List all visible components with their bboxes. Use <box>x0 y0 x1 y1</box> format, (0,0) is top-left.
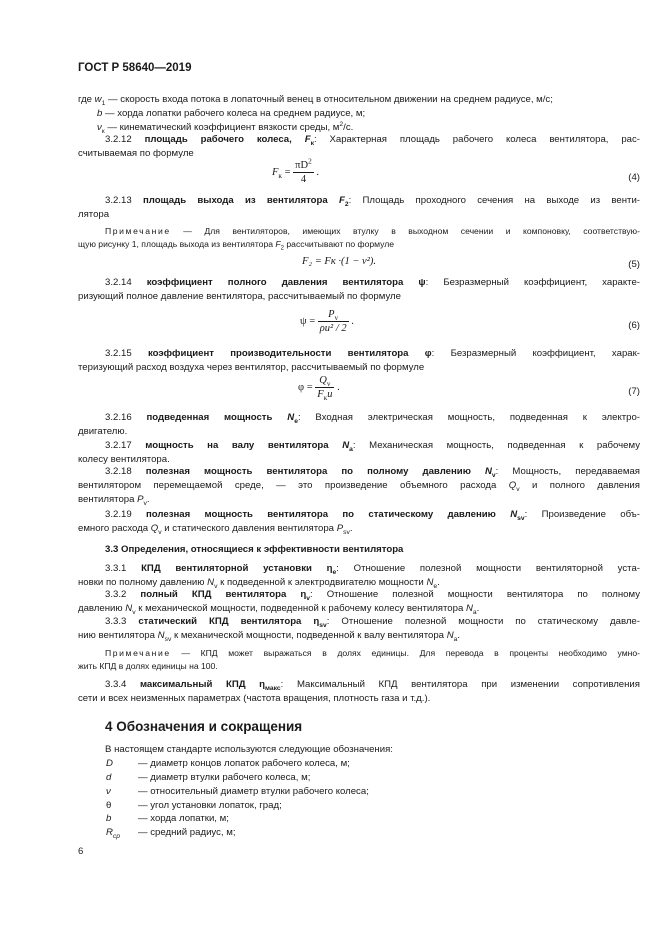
s3-2-16-sub: e <box>294 417 298 425</box>
s3-3-2-term: полный КПД вентилятора η <box>140 589 307 600</box>
s3-3-3-def2-mid: к механической мощности, подведенной к валу вентилятора <box>171 630 447 641</box>
formula-7-den-tail: u <box>327 389 333 400</box>
s3-2-19-num: 3.2.19 <box>105 509 146 520</box>
s3-3-1-line1 <box>105 563 640 574</box>
s3-2-15-line2: теризующий расход воздуха через вентилятор, рассчитываемый по формуле <box>78 362 425 373</box>
symbol-item <box>0 813 661 827</box>
s3-2-16-def1: : Входная электрическая мощность, подведенная к электро- <box>297 412 641 423</box>
s3-2-14-num: 3.2.14 <box>105 277 147 288</box>
s3-2-13-num: 3.2.13 <box>105 195 143 206</box>
s3-3-3-def1: : Отношение полезной мощности по статическому давле- <box>326 616 640 627</box>
note1-text1: — Для вентиляторов, имеющих втулку в выходном сечении и компоновку, соответствую- <box>170 226 640 236</box>
s3-2-18-def3-sym: P <box>137 494 144 505</box>
s3-2-18-term: полезная мощность вентилятора по полному давлению <box>145 466 485 477</box>
s3-2-16-line1 <box>105 412 640 423</box>
s3-3-3-def2: нию вентилятора <box>78 630 158 641</box>
symbol-name <box>106 786 136 797</box>
s3-2-18-line3 <box>78 494 150 505</box>
eq-number-5: (5) <box>628 259 640 270</box>
s3-3-3-def2-sym: N <box>157 630 165 641</box>
s3-2-18-sub: v <box>491 471 496 479</box>
s3-2-18-def2-tail: и полного давления <box>519 480 640 491</box>
s3-2-17-num: 3.2.17 <box>105 440 146 451</box>
note2-text1: — КПД может выражаться в долях единицы. Для перевода в проценты необходимо умно- <box>170 648 640 658</box>
s3-3-3-line2 <box>78 630 460 641</box>
s3-3-2-line2 <box>78 603 479 614</box>
s3-3-1-sub: e <box>332 568 337 576</box>
formula-6-den: ρu² / 2 <box>319 323 347 334</box>
s3-3-4-line2: сети и всех неизменных параметрах (частота вращения, плотность газа и т.д.). <box>78 693 431 704</box>
intro-vk-sup: 2 <box>339 120 344 128</box>
s3-2-15-def1: : Безразмерный коэффициент, харак- <box>431 348 641 359</box>
symbol-item <box>0 827 661 841</box>
s3-2-12-line1 <box>105 134 640 145</box>
formula-4-numerator <box>293 156 314 173</box>
s3-2-16-num: 3.2.16 <box>105 412 147 423</box>
s3-3-1-def2-mid: к подведенной к электродвигателю мощности <box>217 577 427 588</box>
s3-3-2-def2-sub: v <box>132 608 136 616</box>
note1-line1 <box>105 226 640 236</box>
intro-w1-sym: w <box>94 94 102 105</box>
symbol-description: — диаметр концов лопаток рабочего колеса, м; <box>138 758 350 769</box>
intro-w1 <box>78 94 553 105</box>
s3-2-19-sym: N <box>510 509 518 520</box>
s3-3-1-def2-sym: N <box>207 577 215 588</box>
s3-2-15-term: коэффициент производительности вентилятора φ <box>147 348 432 359</box>
intro-vk <box>97 122 353 133</box>
intro-vk-sym: ν <box>97 122 102 133</box>
document-header: ГОСТ Р 58640—2019 <box>78 62 192 74</box>
symbol-name <box>106 772 136 783</box>
formula-7-num: Q <box>319 375 327 386</box>
s3-2-14-def1: : Безразмерный коэффициент, характе- <box>425 277 640 288</box>
s3-2-18-def3-tail: . <box>146 494 150 505</box>
s3-2-17-term: мощность на валу вентилятора <box>145 440 343 451</box>
s3-2-18-line1 <box>105 466 640 477</box>
s3-2-18-num: 3.2.18 <box>105 466 146 477</box>
s3-2-14-term: коэффициент полного давления вентилятора ψ <box>146 277 426 288</box>
symbol-name <box>106 758 136 769</box>
formula-4-num: πD <box>295 160 309 171</box>
formula-7-num-sub: v <box>326 379 331 389</box>
formula-7 <box>298 375 340 403</box>
s3-3-4-def1: : Максимальный КПД вентилятора при изменении сопротивления <box>280 679 640 690</box>
formula-4 <box>272 156 319 185</box>
formula-6-eq: = <box>309 315 316 327</box>
s3-2-19-def2-mid: и статического давления вентилятора <box>161 523 337 534</box>
formula-7-den: F <box>317 389 324 400</box>
symbol-description: — диаметр втулки рабочего колеса, м; <box>138 772 311 783</box>
note1-label: Примечание <box>105 226 171 236</box>
formula-6-tail: . <box>351 315 354 327</box>
symbol-item <box>0 786 661 800</box>
s3-3-1-def2: новки по полному давлению <box>78 577 208 588</box>
s3-2-17-line2: колесу вентилятора. <box>78 454 170 465</box>
s3-3-2-def2-sym2: N <box>465 603 473 614</box>
symbol-item <box>0 772 661 786</box>
s3-2-19-def2-sub2: sv <box>343 528 350 536</box>
formula-6-numerator <box>318 309 349 322</box>
s3-2-15-num: 3.2.15 <box>105 348 148 359</box>
intro-b-sym: b <box>97 108 103 119</box>
s3-3-3-def2-sub: sv <box>164 635 172 643</box>
formula-7-tail: . <box>337 381 340 393</box>
s3-2-13-def1: : Площадь проходного сечения на выходе из венти- <box>348 195 640 206</box>
symbol-name <box>106 827 136 838</box>
formula-6-num-sub: v <box>334 313 339 323</box>
s3-3-1-def2-sub: v <box>214 582 218 590</box>
s3-3-1-line2 <box>78 577 440 588</box>
s3-3-2-def2: давлению <box>78 603 126 614</box>
symbol-sub: ср <box>112 832 121 840</box>
s3-3-2-def2-sym: N <box>125 603 133 614</box>
formula-4-lhs: F <box>272 166 279 178</box>
symbol-item <box>0 758 661 772</box>
s3-3-2-def2-sub2: a <box>472 608 477 616</box>
intro-w1-sub: 1 <box>101 99 106 107</box>
eq-number-7: (7) <box>628 386 640 397</box>
s3-3-1-term: КПД вентиляторной установки η <box>141 563 333 574</box>
s3-3-2-line1 <box>105 589 640 600</box>
note1-sym: F <box>275 239 281 249</box>
s3-2-18-line2 <box>78 480 640 491</box>
s3-2-12-term: площадь рабочего колеса, <box>144 134 305 145</box>
intro-vk-sub: к <box>101 127 105 135</box>
intro-b-text: — хорда лопатки рабочего колеса на среднем радиусе, м; <box>102 108 366 119</box>
note2-line2: жить КПД в долях единицы на 100. <box>78 661 218 671</box>
s3-3-4-num: 3.3.4 <box>105 679 140 690</box>
s3-3-2-def2-mid: к механической мощности, подведенной к рабочему колесу вентилятора <box>135 603 466 614</box>
s3-2-18-def2-sub: v <box>516 485 520 493</box>
formula-6-fraction <box>318 309 349 334</box>
symbol-description: — средний радиус, м; <box>138 827 236 838</box>
formula-4-lhs-sub: к <box>278 171 282 180</box>
formula-7-numerator <box>315 375 334 388</box>
s3-2-18-def2-sym: Q <box>508 480 517 491</box>
intro-vk-text: — кинематический коэффициент вязкости среды, м <box>104 122 340 133</box>
s3-2-19-def1: : Произведение объ- <box>524 509 640 520</box>
s3-2-15-line1 <box>105 348 640 359</box>
symbol-letter: ν <box>106 786 111 797</box>
intro-b <box>97 108 365 119</box>
s3-2-12-sym: F <box>304 134 311 145</box>
formula-4-eq: = <box>284 166 291 178</box>
s3-3-2-num: 3.3.2 <box>105 589 141 600</box>
s3-2-18-def3-sub: v <box>143 499 147 507</box>
s3-3-4-term: максимальный КПД η <box>139 679 266 690</box>
s3-2-13-sym: F <box>338 195 345 206</box>
formula-7-lhs: φ <box>298 381 305 393</box>
s3-3-3-num: 3.3.3 <box>105 616 139 627</box>
note1-sub: 2 <box>280 245 285 252</box>
s3-3-1-num: 3.3.1 <box>105 563 142 574</box>
page-number: 6 <box>78 846 84 857</box>
s3-3-3-def2-tail: . <box>457 630 461 641</box>
s3-3-4-line1 <box>105 679 640 690</box>
symbol-description: — угол установки лопаток, град; <box>138 800 282 811</box>
s3-2-19-def2: емного расхода <box>78 523 151 534</box>
s3-3-1-def1: : Отношение полезной мощности вентиляторной уста- <box>336 563 640 574</box>
note1-text2b: рассчитывают по формуле <box>284 239 395 249</box>
s3-3-3-def2-sub2: a <box>453 635 458 643</box>
intro-w1-text: — скорость входа потока в лопаточный венец в относительном движении на среднем радиусе, м/с; <box>105 94 553 105</box>
eq-number-4: (4) <box>628 172 640 183</box>
s3-3-1-def2-sub2: e <box>433 582 438 590</box>
s3-2-13-term: площадь выхода из вентилятора <box>142 195 339 206</box>
s3-2-16-term: подведенная мощность <box>146 412 288 423</box>
s3-2-19-line2 <box>78 523 352 534</box>
s3-2-13-sub: 2 <box>344 200 349 208</box>
s3-3-1-def2-tail: . <box>437 577 440 588</box>
intro-w1-lead: где <box>78 94 95 105</box>
s3-2-17-def1: : Механическая мощность, подведенная к рабочему <box>352 440 640 451</box>
s3-3-2-def2-tail: . <box>476 603 480 614</box>
s3-2-14-line2: ризующий полное давление вентилятора, рассчитываемый по формуле <box>78 291 401 302</box>
s3-3-3-term: статический КПД вентилятора η <box>138 616 320 627</box>
s3-2-13-line1 <box>105 195 640 206</box>
s3-3-3-sub: sv <box>319 621 327 629</box>
s3-2-17-sub: a <box>349 445 353 453</box>
symbol-letter: D <box>106 758 113 769</box>
formula-7-den-sub: к <box>323 393 328 403</box>
s3-3-3-def2-sym2: N <box>446 630 454 641</box>
s3-3-2-sub: v <box>306 594 310 602</box>
formula-4-den: 4 <box>300 174 307 185</box>
formula-4-fraction <box>293 156 314 185</box>
s3-2-19-term: полезная мощность вентилятора по статическому давлению <box>146 509 511 520</box>
symbol-item <box>0 800 661 814</box>
section-3-3-title: 3.3 Определения, относящиеся к эффективности вентилятора <box>105 544 404 555</box>
s3-2-12-num: 3.2.12 <box>105 134 145 145</box>
s3-2-12-def1: : Характерная площадь рабочего колеса вентилятора, рас- <box>313 134 640 145</box>
symbol-description: — относительный диаметр втулки рабочего колеса; <box>138 786 369 797</box>
note2-line1 <box>105 648 640 658</box>
s3-2-19-def2-sym: Q <box>150 523 159 534</box>
symbol-name <box>106 813 136 824</box>
symbol-name <box>106 800 136 811</box>
formula-6-num: P <box>328 309 335 320</box>
s3-3-1-def2-sym2: N <box>426 577 434 588</box>
section-4-title: 4 Обозначения и сокращения <box>105 719 303 734</box>
s3-2-18-sym: N <box>484 466 492 477</box>
formula-6 <box>300 309 354 334</box>
s3-2-19-def2-sub: v <box>158 528 162 536</box>
note1-line2 <box>78 239 395 252</box>
formula-7-eq: = <box>306 381 313 393</box>
formula-4-tail: . <box>316 166 319 178</box>
s3-3-3-line1 <box>105 616 640 627</box>
s3-2-12-line2: считываемая по формуле <box>78 148 194 159</box>
intro-vk-tail: /с. <box>343 122 354 133</box>
symbol-description: — хорда лопатки, м; <box>138 813 229 824</box>
s3-2-18-def1: : Мощность, передаваемая <box>495 466 640 477</box>
s3-2-12-sub: к <box>310 139 314 147</box>
formula-7-fraction <box>315 375 334 403</box>
s3-2-19-def2-tail: . <box>349 523 353 534</box>
s3-2-18-def3: вентилятора <box>78 494 138 505</box>
s3-2-16-sym: N <box>287 412 295 423</box>
formula-5: F₂ = Fк ·(1 − ν²). <box>302 256 376 267</box>
s3-3-2-def1: : Отношение полезной мощности вентилятора по полному <box>309 589 640 600</box>
eq-number-6: (6) <box>628 320 640 331</box>
symbol-letter: R <box>106 827 113 838</box>
s3-2-13-line2: лятора <box>78 209 110 220</box>
s3-3-4-sub: макс <box>265 684 281 692</box>
formula-7-denominator <box>315 388 334 403</box>
symbol-letter: θ <box>106 800 112 811</box>
formula-6-lhs: ψ <box>300 315 307 327</box>
s3-2-17-sym: N <box>342 440 350 451</box>
s3-2-19-sub: sv <box>517 514 525 522</box>
formula-4-num-sup: 2 <box>308 156 312 166</box>
s3-2-18-def2: вентилятором перемещаемой среде, — это произведение объемного расхода <box>78 480 509 491</box>
note1-text2a: щую рисунку 1, площадь выхода из вентилятора <box>78 239 276 249</box>
symbol-letter: d <box>106 772 112 783</box>
s3-2-19-def2-sym2: P <box>336 523 344 534</box>
s3-2-17-line1 <box>105 440 640 451</box>
s3-2-19-line1 <box>105 509 640 520</box>
s3-2-16-line2: двигателю. <box>78 426 128 437</box>
symbol-letter: b <box>106 813 112 824</box>
note2-label: Примечание <box>105 648 171 658</box>
section-4-intro: В настоящем стандарте используются следующие обозначения: <box>105 744 393 755</box>
s3-2-14-line1 <box>105 277 640 288</box>
